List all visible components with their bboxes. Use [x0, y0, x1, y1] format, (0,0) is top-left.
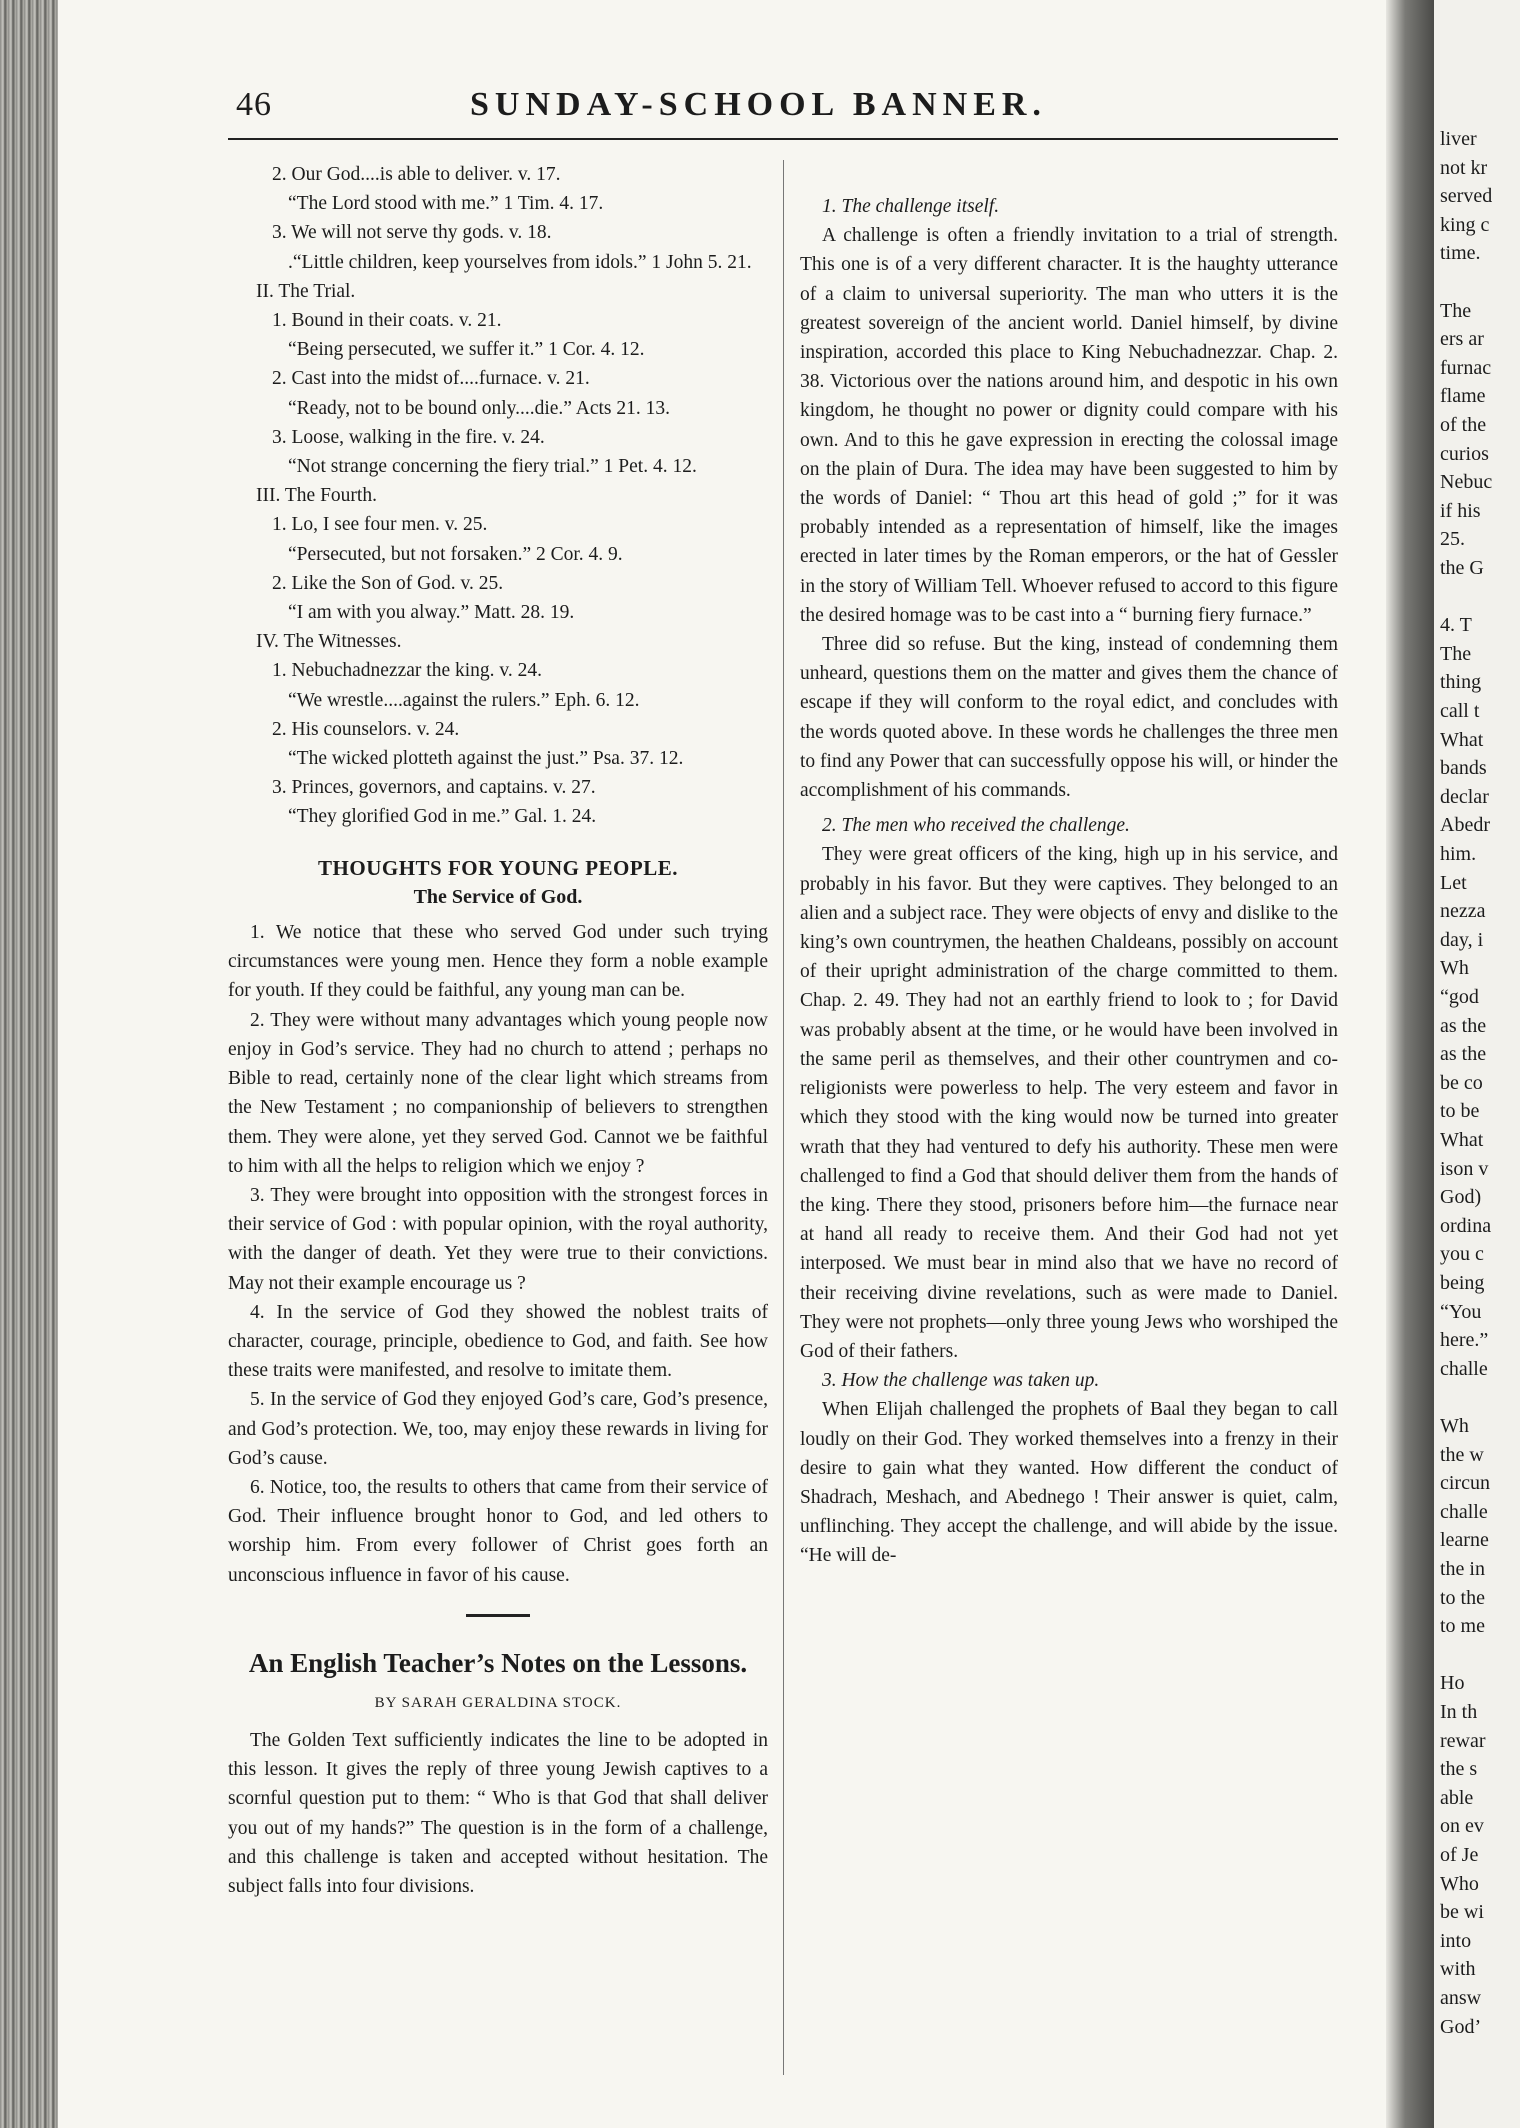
- page-number: 46: [236, 86, 272, 123]
- next-page-fragment: him.: [1440, 843, 1477, 865]
- book-binding-edge: [0, 0, 58, 2128]
- outline-reference: “Persecuted, but not forsaken.” 2 Cor. 4. 9.: [288, 543, 623, 565]
- next-page-fragment: of Je: [1440, 1844, 1479, 1866]
- column-rule: [783, 160, 784, 2075]
- thought-item: 2. They were without many advantages which young people now enjoy in God’s service. They had no church to attend ; perhaps no Bible to read, certainly none of the clear light which streams from the New Testament ; no companionship of believers to strengthen them. They were alone, yet they served God. Cannot we be faithful to him with all the helps to religion which we enjoy ?: [228, 1009, 768, 1177]
- next-page-fragment: “You: [1440, 1300, 1482, 1323]
- next-page-fragment: bands: [1440, 757, 1487, 780]
- next-page-fragment: the w: [1440, 1443, 1484, 1466]
- next-page-fragment: Nebuc: [1440, 471, 1493, 494]
- next-page-fragment: with: [1440, 1958, 1476, 1981]
- next-page-fragment: on ev: [1440, 1815, 1484, 1838]
- next-page-fragment: ers ar: [1440, 328, 1484, 351]
- next-page-fragment: Ho: [1440, 1672, 1465, 1695]
- outline-reference: “I am with you alway.” Matt. 28. 19.: [288, 602, 575, 624]
- outline-point: 2. Our God....is able to deliver. v. 17.: [272, 164, 561, 185]
- outline-reference: “The Lord stood with me.” 1 Tim. 4. 17.: [288, 193, 604, 215]
- next-page-fragment: curios: [1440, 442, 1489, 465]
- thought-item: 6. Notice, too, the results to others that came from their service of God. Their influence brought honor to God, and led others to worship him. From every follower of Christ goes forth an unconscious influence in favor of his cause.: [228, 1476, 768, 1586]
- next-page-fragment: here.”: [1440, 1329, 1489, 1352]
- next-page-fragment: 25.: [1440, 528, 1465, 551]
- outline-reference: “Being persecuted, we suffer it.” 1 Cor. 4. 12.: [288, 339, 645, 361]
- notes-heading: An English Teacher’s Notes on the Lessons.: [248, 1647, 748, 1678]
- outline-reference: “We wrestle....against the rulers.” Eph. 6. 12.: [288, 689, 640, 711]
- section-1-title: 1. The challenge itself.: [822, 196, 1000, 217]
- next-page-fragment: “god: [1440, 986, 1479, 1008]
- next-page-fragment: liver: [1440, 128, 1477, 150]
- outline-point: 2. Cast into the midst of....furnace. v. 21.: [272, 368, 590, 390]
- next-page-fragment: Let: [1440, 871, 1467, 894]
- outline-reference: “Not strange concerning the fiery trial.” 1 Pet. 4. 12.: [288, 456, 697, 478]
- outline-point: 3. Princes, governors, and captains. v. 27.: [272, 777, 596, 799]
- next-page-fragment: Wh: [1440, 957, 1469, 980]
- next-page-fragment: Abedr: [1440, 814, 1490, 837]
- outline-point: 1. Bound in their coats. v. 21.: [272, 310, 502, 332]
- header-rule: [228, 138, 1338, 140]
- next-page-fragment: The: [1440, 299, 1472, 322]
- section-1-paragraph-2: Three did so refuse. But the king, instead of condemning them unheard, questions them on the matter and gives them the chance of escape if they will conform to the royal edict, and concludes with the words quoted above. In these words he challenges the three men to find any Power that can successfully oppose his will, or hinder the accomplishment of his commands.: [800, 634, 1338, 802]
- outline-reference: .“Little children, keep yourselves from idols.” 1 John 5. 21.: [288, 251, 752, 273]
- next-page-fragment: to me: [1440, 1615, 1485, 1638]
- thoughts-list: [228, 918, 768, 1590]
- next-page-fragment: day, i: [1440, 928, 1484, 951]
- outline-reference: “They glorified God in me.” Gal. 1. 24.: [288, 806, 597, 828]
- next-page-fragment: of the: [1440, 414, 1487, 436]
- section-2-paragraph: They were great officers of the king, high up in his service, and probably in his favor. But they were captives. They belonged to an alien and a subject race. They were objects of envy and dislike to the king’s own countrymen, the heathen Chaldeans, possibly on account of their upright administration of the charge committed to them. Chap. 2. 49. They had not an earthly friend to look to ; for David was probably absent at the time, or he would have been involved in the same peril as themselves, and their other countrymen and co-religionists were powerless to help. The very esteem and favor in which they stood with the king would now be turned into greater wrath that they had ventured to defy his authority. These men were challenged to find a God that should deliver them from the hands of the king. There they stood, prisoners before him—the furnace near at hand all ready to receive them. And their God had not yet interposed. We must bear in mind also that we have no record of their receiving divine revelations, such as were made to Daniel. They were not prophets—only three young Jews who worshiped the God of their fathers.: [800, 844, 1338, 1362]
- next-page-fragment: thing: [1440, 671, 1482, 694]
- outline-reference: “Ready, not to be bound only....die.” Acts 21. 13.: [288, 397, 670, 419]
- next-page-fragment: being: [1440, 1272, 1485, 1294]
- next-page-fragment: furnac: [1440, 356, 1492, 379]
- next-page-fragment: 4. T: [1440, 614, 1472, 637]
- outline-heading: III. The Fourth.: [256, 485, 377, 507]
- next-page-fragment: ordina: [1440, 1214, 1492, 1237]
- running-title: SUNDAY-SCHOOL BANNER.: [470, 86, 1047, 123]
- next-page-fragment: challe: [1440, 1357, 1488, 1380]
- right-column: [800, 160, 1338, 1571]
- outline-point: 2. Like the Son of God. v. 25.: [272, 572, 504, 594]
- page-gutter: [1386, 0, 1434, 2128]
- next-page-fragment: into: [1440, 1929, 1472, 1952]
- next-page-fragment: ison v: [1440, 1157, 1489, 1180]
- next-page-fragment: declar: [1440, 785, 1489, 808]
- section-1-paragraph-1: A challenge is often a friendly invitation to a trial of strength. This one is of a very different character. It is the haughty utterance of a claim to universal superiority. The man who utters it is the greatest sovereign of the ancient world. Daniel himself, by divine inspiration, accorded this place to King Nebuchadnezzar. Chap. 2. 38. Victorious over the nations around him, and despotic in his own kingdom, he thought no power or dignity could compare with his own. And to this he gave expression in erecting the colossal image on the plain of Dura. The idea may have been suggested to him by the words of Daniel: “ Thou art this head of gold ;” for it was probably intended as a representation of himself, like the images erected in later times by the Roman emperors, or the hat of Gessler in the story of William Tell. Whoever refused to accord to this figure the desired homage was to be cast into a “ burning fiery furnace.”: [800, 225, 1338, 626]
- next-page-fragment: king c: [1440, 213, 1490, 236]
- next-page-fragment: What: [1440, 728, 1484, 751]
- section-2-title: 2. The men who received the challenge.: [822, 815, 1130, 837]
- next-page-fragment: God): [1440, 1186, 1482, 1209]
- next-page-fragment: be co: [1440, 1071, 1483, 1094]
- next-page-fragment: as the: [1440, 1043, 1487, 1066]
- outline-heading: IV. The Witnesses.: [256, 631, 402, 653]
- next-page-fragment: flame: [1440, 385, 1486, 408]
- section-divider: [466, 1614, 530, 1617]
- lesson-outline: [228, 160, 768, 832]
- next-page-edge: [1434, 0, 1520, 2128]
- thoughts-heading: THOUGHTS FOR YOUNG PEOPLE.: [318, 855, 678, 880]
- section-3-paragraph: When Elijah challenged the prophets of Baal they began to call loudly on their God. They worked themselves into a frenzy in their desire to gain what they wanted. How different the conduct of Shadrach, Meshach, and Abednego ! Their answer is quiet, calm, unflinching. They accept the challenge, and will abide by the issue. “He will de-: [800, 1399, 1338, 1567]
- thoughts-subheading: The Service of God.: [413, 885, 583, 908]
- next-page-fragment: you c: [1440, 1243, 1484, 1266]
- outline-point: 1. Nebuchadnezzar the king. v. 24.: [272, 660, 543, 682]
- outline-point: 2. His counselors. v. 24.: [272, 718, 460, 740]
- section-3-title: 3. How the challenge was taken up.: [822, 1370, 1100, 1392]
- outline-point: 3. We will not serve thy gods. v. 18.: [272, 222, 552, 244]
- next-page-fragment: God’: [1440, 2015, 1482, 2038]
- next-page-fragment: to the: [1440, 1586, 1485, 1609]
- next-page-fragment: be wi: [1440, 1901, 1484, 1924]
- next-page-fragment: to be: [1440, 1100, 1480, 1123]
- next-page-fragment: Who: [1440, 1872, 1479, 1895]
- thought-item: 4. In the service of God they showed the noblest traits of character, courage, principle, obedience to God, and faith. See how these traits were manifested, and resolve to imitate them.: [228, 1301, 768, 1382]
- outline-heading: II. The Trial.: [256, 280, 356, 302]
- next-page-fragment: answ: [1440, 1987, 1482, 2009]
- left-column: [228, 160, 768, 1958]
- outline-point: 1. Lo, I see four men. v. 25.: [272, 514, 488, 536]
- next-page-fragment: What: [1440, 1129, 1484, 1151]
- notes-intro: The Golden Text sufficiently indicates the line to be adopted in this lesson. It gives the reply of three young Jewish captives to a scornful question put to them: “ Who is that God that shall deliver you out of my hands?” The question is in the form of a challenge, and this challenge is taken and accepted without hesitation. The subject falls into four divisions.: [228, 1729, 768, 1897]
- outline-reference: “The wicked plotteth against the just.” Psa. 37. 12.: [288, 748, 684, 770]
- thought-item: 1. We notice that these who served God under such trying circumstances were young men. Hence they form a noble example for youth. If they could be faithful, any young man can be.: [228, 922, 768, 1002]
- next-page-fragment: nezza: [1440, 900, 1486, 923]
- next-page-fragment: the in: [1440, 1558, 1485, 1580]
- next-page-fragment: challe: [1440, 1500, 1488, 1523]
- next-page-fragment: In th: [1440, 1701, 1478, 1723]
- thought-item: 3. They were brought into opposition with the strongest forces in their service of God : with popular opinion, with the royal authority, with the danger of death. Yet they were true to their convictions. May not their example encourage us ?: [228, 1184, 768, 1294]
- next-page-fragment: the s: [1440, 1758, 1478, 1781]
- next-page-fragment: The: [1440, 642, 1472, 665]
- notes-byline: BY SARAH GERALDINA STOCK.: [374, 1694, 622, 1711]
- next-page-fragment: call t: [1440, 700, 1480, 722]
- next-page-fragment: as the: [1440, 1014, 1487, 1037]
- outline-point: 3. Loose, walking in the fire. v. 24.: [272, 426, 545, 448]
- next-page-fragment: time.: [1440, 242, 1481, 265]
- next-page-fragment: able: [1440, 1786, 1474, 1809]
- next-page-fragment: if his: [1440, 499, 1481, 522]
- next-page-fragment: learne: [1440, 1529, 1489, 1552]
- next-page-fragment: circun: [1440, 1472, 1490, 1495]
- next-page-fragment: rewar: [1440, 1729, 1486, 1752]
- next-page-fragment: not kr: [1440, 156, 1488, 179]
- next-page-fragment: served: [1440, 185, 1493, 208]
- next-page-fragment: the G: [1440, 557, 1484, 579]
- next-page-fragment: Wh: [1440, 1415, 1469, 1437]
- thought-item: 5. In the service of God they enjoyed God’s care, God’s presence, and God’s protection. We, too, may enjoy these rewards in living for God’s cause.: [228, 1389, 768, 1469]
